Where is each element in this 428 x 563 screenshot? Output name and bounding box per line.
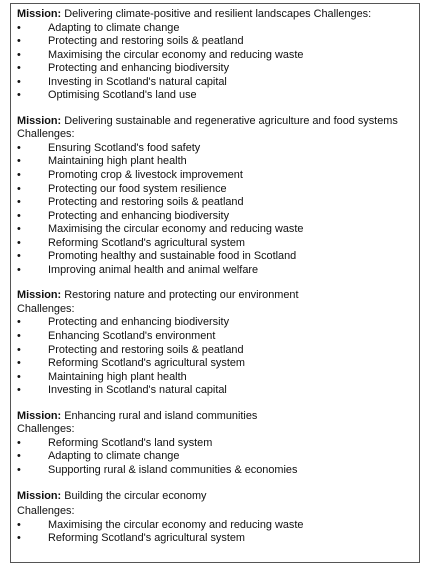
list-item bbox=[17, 210, 417, 224]
list-item bbox=[17, 155, 417, 169]
challenge-text: Promoting healthy and sustainable food in Scotland bbox=[48, 250, 297, 263]
challenge-text: Ensuring Scotland's food safety bbox=[48, 141, 201, 154]
challenge-text: Maximising the circular economy and reducing waste bbox=[48, 48, 304, 61]
challenge-text: Reforming Scotland's agricultural system bbox=[48, 357, 245, 370]
challenge-text: Maximising the circular economy and reducing waste bbox=[48, 518, 304, 531]
bullet-icon: • bbox=[17, 223, 21, 236]
bullet-icon: • bbox=[17, 518, 21, 531]
challenge-text: Investing in Scotland's natural capital bbox=[48, 384, 227, 397]
mission-label: Mission: bbox=[17, 289, 62, 302]
list-item bbox=[17, 22, 417, 36]
mission-title: Delivering sustainable and regenerative agriculture and food systems bbox=[64, 114, 398, 127]
challenge-text: Protecting and enhancing biodiversity bbox=[48, 209, 230, 222]
list-item bbox=[17, 384, 417, 398]
challenge-text: Reforming Scotland's agricultural system bbox=[48, 532, 245, 545]
challenge-text: Promoting crop & livestock improvement bbox=[48, 169, 243, 182]
list-item bbox=[17, 450, 417, 464]
list-item bbox=[17, 35, 417, 49]
bullet-icon: • bbox=[17, 209, 21, 222]
mission-heading bbox=[17, 115, 417, 129]
bullet-icon: • bbox=[17, 370, 21, 383]
bullet-icon: • bbox=[17, 384, 21, 397]
list-item bbox=[17, 89, 417, 103]
list-item bbox=[17, 49, 417, 63]
challenge-text: Optimising Scotland's land use bbox=[48, 89, 197, 102]
challenge-text: Protecting our food system resilience bbox=[48, 182, 227, 195]
list-item bbox=[17, 330, 417, 344]
challenge-text: Maintaining high plant health bbox=[48, 370, 187, 383]
challenge-text: Protecting and restoring soils & peatland bbox=[48, 35, 244, 48]
challenge-text: Adapting to climate change bbox=[48, 450, 180, 463]
challenge-text: Maximising the circular economy and reducing waste bbox=[48, 223, 304, 236]
bullet-icon: • bbox=[17, 436, 21, 449]
list-item bbox=[17, 357, 417, 371]
list-item bbox=[17, 169, 417, 183]
challenge-text: Improving animal health and animal welfare bbox=[48, 263, 259, 276]
bullet-icon: • bbox=[17, 196, 21, 209]
mission-title: Enhancing rural and island communities bbox=[64, 409, 258, 422]
list-item bbox=[17, 344, 417, 358]
mission-label: Mission: bbox=[17, 114, 62, 127]
list-item bbox=[17, 196, 417, 210]
challenge-text: Adapting to climate change bbox=[48, 21, 180, 34]
mission-heading bbox=[17, 8, 417, 22]
challenge-list bbox=[17, 519, 417, 546]
challenge-text: Reforming Scotland's agricultural system bbox=[48, 236, 245, 249]
list-item bbox=[17, 532, 417, 546]
challenge-text: Protecting and enhancing biodiversity bbox=[48, 316, 230, 329]
challenge-text: Protecting and enhancing biodiversity bbox=[48, 62, 230, 75]
bullet-icon: • bbox=[17, 155, 21, 168]
challenges-label: Challenges: bbox=[17, 128, 75, 141]
bullet-icon: • bbox=[17, 532, 21, 545]
mission-section bbox=[17, 8, 417, 103]
bullet-icon: • bbox=[17, 343, 21, 356]
bullet-icon: • bbox=[17, 182, 21, 195]
bullet-icon: • bbox=[17, 141, 21, 154]
mission-section bbox=[17, 410, 417, 478]
mission-heading bbox=[17, 490, 417, 504]
mission-label: Mission: bbox=[17, 489, 62, 502]
list-item bbox=[17, 223, 417, 237]
bullet-icon: • bbox=[17, 250, 21, 263]
list-item bbox=[17, 76, 417, 90]
missions-document bbox=[17, 8, 417, 558]
bullet-icon: • bbox=[17, 62, 21, 75]
challenge-list bbox=[17, 316, 417, 397]
mission-title: Restoring nature and protecting our environment bbox=[64, 289, 299, 302]
bullet-icon: • bbox=[17, 236, 21, 249]
mission-title: Delivering climate-positive and resilient landscapes Challenges: bbox=[64, 8, 372, 20]
mission-section bbox=[17, 115, 417, 278]
list-item bbox=[17, 250, 417, 264]
bullet-icon: • bbox=[17, 169, 21, 182]
bullet-icon: • bbox=[17, 316, 21, 329]
challenge-list bbox=[17, 142, 417, 277]
list-item bbox=[17, 142, 417, 156]
mission-section bbox=[17, 289, 417, 397]
bullet-icon: • bbox=[17, 35, 21, 48]
bullet-icon: • bbox=[17, 21, 21, 34]
bullet-icon: • bbox=[17, 330, 21, 343]
list-item bbox=[17, 519, 417, 533]
challenge-text: Supporting rural & island communities & economies bbox=[48, 463, 298, 476]
list-item bbox=[17, 316, 417, 330]
challenge-text: Investing in Scotland's natural capital bbox=[48, 75, 227, 88]
list-item bbox=[17, 183, 417, 197]
challenges-label: Challenges: bbox=[17, 423, 75, 436]
challenge-text: Reforming Scotland's land system bbox=[48, 436, 213, 449]
list-item bbox=[17, 371, 417, 385]
list-item bbox=[17, 464, 417, 478]
bullet-icon: • bbox=[17, 48, 21, 61]
bullet-icon: • bbox=[17, 263, 21, 276]
bullet-icon: • bbox=[17, 357, 21, 370]
mission-label: Mission: bbox=[17, 409, 62, 422]
bullet-icon: • bbox=[17, 463, 21, 476]
mission-heading bbox=[17, 289, 417, 303]
bullet-icon: • bbox=[17, 450, 21, 463]
challenge-text: Protecting and restoring soils & peatland bbox=[48, 343, 244, 356]
challenges-label: Challenges: bbox=[17, 505, 75, 518]
challenge-text: Protecting and restoring soils & peatland bbox=[48, 196, 244, 209]
challenge-list bbox=[17, 22, 417, 103]
bullet-icon: • bbox=[17, 89, 21, 102]
mission-heading bbox=[17, 410, 417, 424]
list-item bbox=[17, 237, 417, 251]
challenge-text: Maintaining high plant health bbox=[48, 155, 187, 168]
mission-section bbox=[17, 490, 417, 546]
bullet-icon: • bbox=[17, 75, 21, 88]
challenge-list bbox=[17, 437, 417, 478]
mission-label: Mission: bbox=[17, 8, 62, 20]
list-item bbox=[17, 437, 417, 451]
challenge-text: Enhancing Scotland's environment bbox=[48, 330, 216, 343]
list-item bbox=[17, 62, 417, 76]
mission-title: Building the circular economy bbox=[64, 489, 207, 502]
challenges-label: Challenges: bbox=[17, 302, 75, 315]
list-item bbox=[17, 264, 417, 278]
